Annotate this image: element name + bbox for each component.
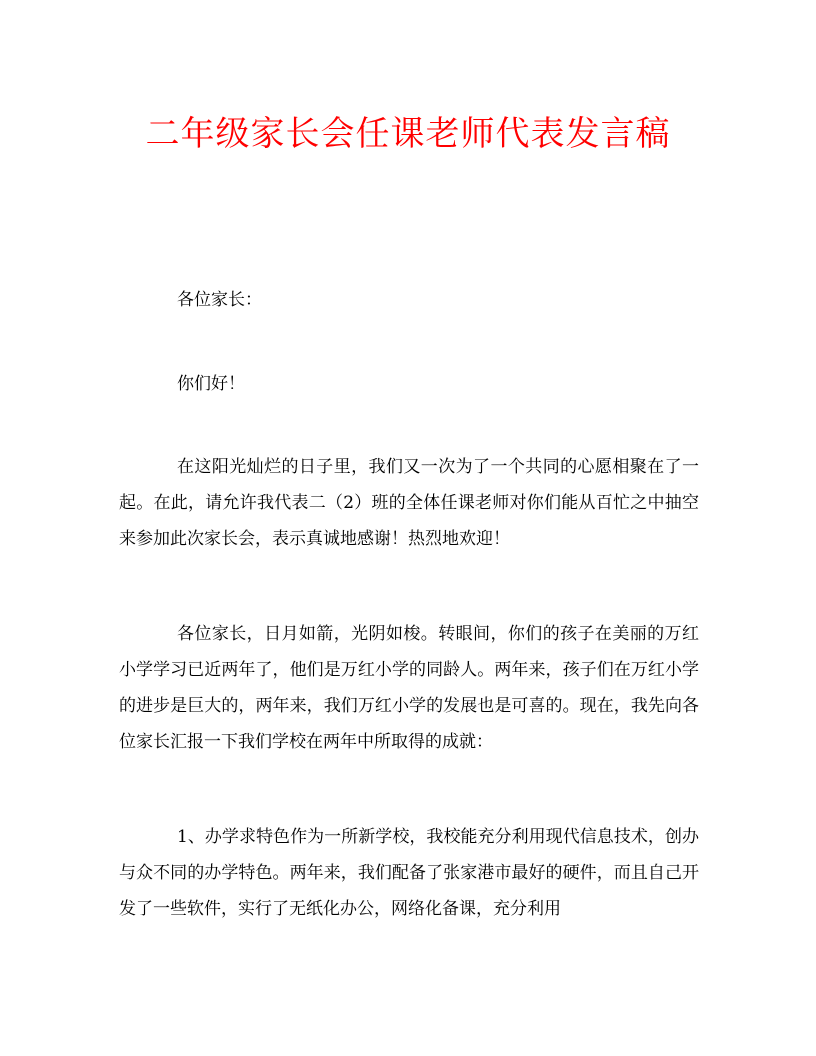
- school-feature-paragraph: 1、办学求特色作为一所新学校，我校能充分利用现代信息技术，创办与众不同的办学特色。两年来，我们配备了张家港市最好的硬件，而且自己开发了一些软件，实行了无纸化办公，网络化备课，充分利用: [119, 827, 699, 919]
- greeting-paragraph: 你们好！: [177, 374, 245, 394]
- document-title: 二年级家长会任课老师代表发言稿: [145, 114, 671, 154]
- school-progress-paragraph: 各位家长，日月如箭，光阴如梭。转眼间，你们的孩子在美丽的万红小学学习已近两年了，他们是万红小学的同龄人。两年来，孩子们在万红小学的进步是巨大的，两年来，我们万红小学的发展也是可喜的。现在，我先向各位家长汇报一下我们学校在两年中所取得的成就：: [119, 624, 699, 752]
- welcome-paragraph: 在这阳光灿烂的日子里，我们又一次为了一个共同的心愿相聚在了一起。在此，请允许我代表二（2）班的全体任课老师对你们能从百忙之中抽空来参加此次家长会，表示真诚地感谢！热烈地欢迎！: [119, 457, 699, 549]
- salutation-paragraph: 各位家长：: [177, 290, 262, 310]
